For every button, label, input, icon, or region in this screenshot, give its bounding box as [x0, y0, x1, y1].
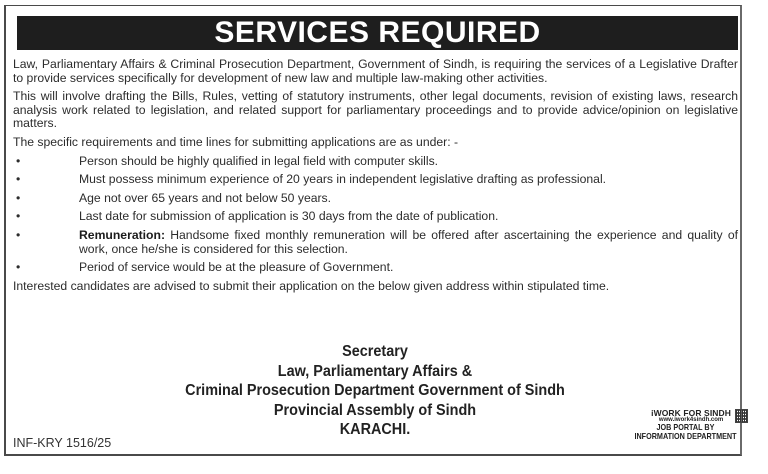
bullet-icon: • [16, 190, 21, 205]
signature-title: Secretary [342, 343, 408, 360]
requirement-item-qualification [13, 155, 738, 169]
qr-code-icon [735, 409, 748, 423]
requirement-item-age [13, 192, 738, 206]
bullet-icon: • [16, 260, 21, 275]
signature-department-line1: Law, Parliamentary Affairs & [277, 362, 473, 380]
portal-logo-row [623, 408, 748, 423]
requirement-item-service-period [13, 261, 738, 275]
portal-logo-text [651, 408, 731, 423]
portal-tagline-line1: JOB PORTAL BY [656, 422, 715, 432]
requirement-item-remuneration [13, 229, 738, 256]
job-portal-badge [623, 408, 748, 441]
portal-tagline-line2: INFORMATION DEPARTMENT [634, 431, 737, 441]
closing-paragraph: Interested candidates are advised to submit their application on the below given address within stipulated time. [13, 278, 610, 293]
ad-body [13, 58, 738, 298]
requirement-text: Last date for submission of application is 30 days from the date of publication. [79, 209, 499, 224]
requirement-text: Age not over 65 years and not below 50 years. [79, 190, 332, 205]
signature-address: Provincial Assembly of Sindh [273, 401, 477, 419]
requirement-text: Person should be highly qualified in legal field with computer skills. [79, 153, 439, 168]
duties-paragraph: This will involve drafting the Bills, Rules, vetting of statutory instruments, other legal documents, revision of existing laws, research analysis work related to legislation, and related support for parliamentary proceedings and to provide advice/opinion on legislative matters. [13, 89, 738, 131]
requirements-intro: The specific requirements and time lines for submitting applications are as under: - [13, 134, 459, 149]
bullet-icon: • [16, 153, 21, 168]
bullet-icon: • [16, 172, 21, 187]
intro-paragraph: Law, Parliamentary Affairs & Criminal Prosecution Department, Government of Sindh, is requiring the services of a Legislative Drafter to provide services specifically for development of new law and multiple law-making other activities. [13, 57, 738, 85]
requirement-item-experience [13, 173, 738, 187]
signature-block [32, 342, 718, 440]
bullet-icon: • [16, 227, 21, 242]
portal-url: www.iwork4sindh.com [658, 417, 724, 423]
requirement-text: Must possess minimum experience of 20 years in independent legislative drafting as professional. [79, 172, 607, 187]
ad-title: SERVICES REQUIRED [214, 16, 541, 49]
bullet-icon: • [16, 209, 21, 224]
ad-title-banner [17, 16, 738, 50]
signature-city: KARACHI. [339, 421, 411, 438]
signature-department-line2: Criminal Prosecution Department Government of Sindh [185, 382, 565, 399]
portal-brand-logo: iWORK FOR SINDH [651, 408, 731, 418]
requirement-text: Period of service would be at the pleasure of Government. [79, 260, 394, 275]
requirements-list [13, 155, 738, 275]
reference-number: INF-KRY 1516/25 [13, 436, 112, 450]
remuneration-label: Remuneration: [79, 227, 165, 242]
advertisement-frame [4, 5, 742, 456]
requirement-text: Handsome fixed monthly remuneration will be offered after ascertaining the experience and quality of work, once he/she is considered for this selection. [79, 227, 738, 256]
requirement-item-last-date [13, 210, 738, 224]
